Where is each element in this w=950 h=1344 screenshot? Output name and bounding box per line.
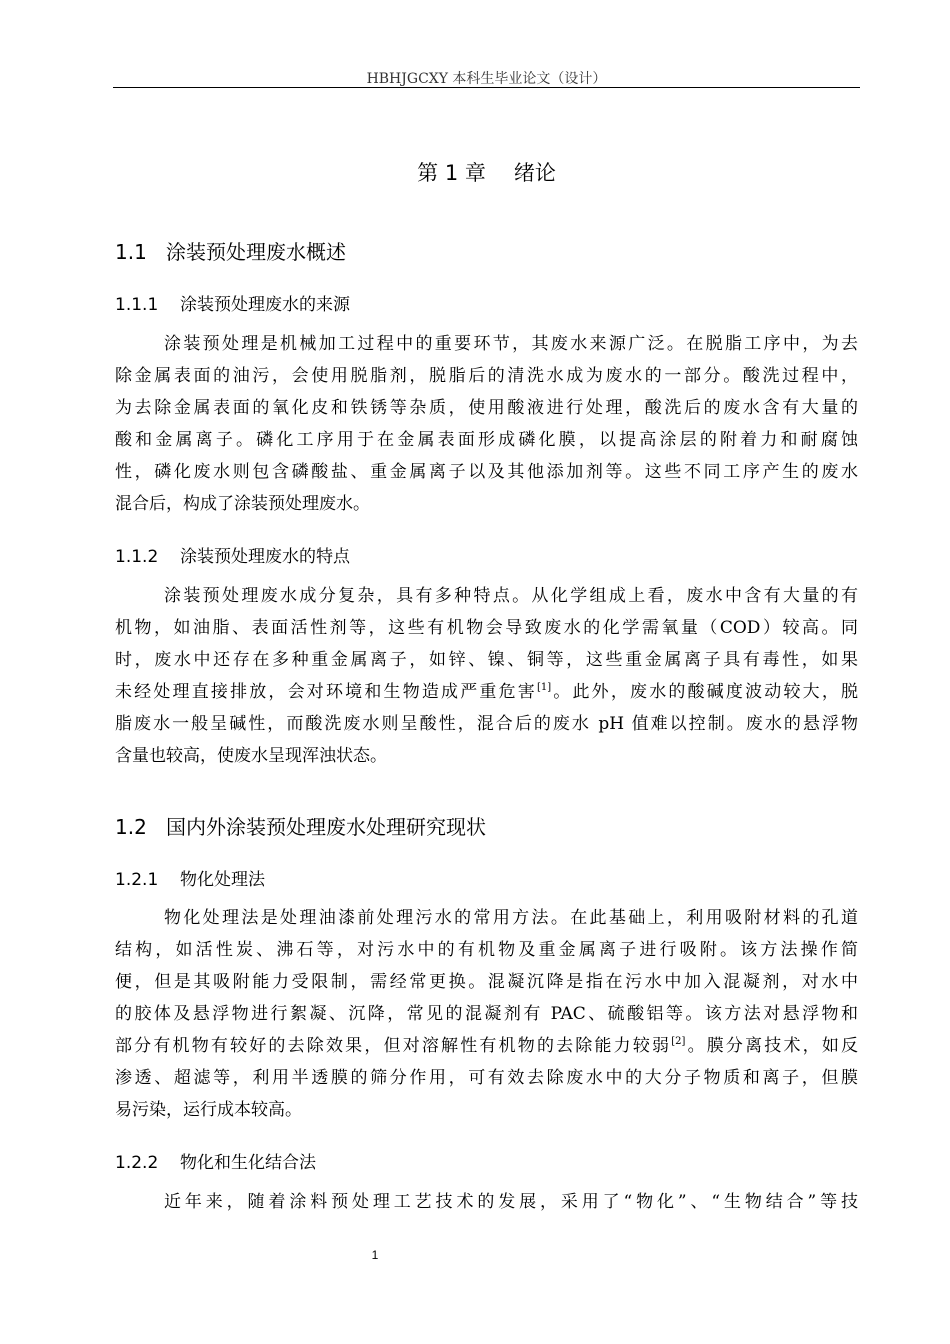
text-line: 易污染，运行成本较高。 [115, 1100, 302, 1120]
section-number: 1.1.2 [115, 547, 159, 567]
section-number: 1.2.1 [115, 870, 159, 890]
chapter-number: 第 1 章 [417, 161, 486, 185]
running-header: HBHJGCXY 本科生毕业论文（设计） [366, 71, 607, 87]
subsection-heading-1-2-1 [115, 865, 265, 890]
text-line: 的胶体及悬浮物进行絮凝、沉降，常见的混凝剂有 PAC、硫酸铝等。该方法对悬浮物和 [115, 1004, 858, 1024]
section-number: 1.2 [115, 815, 147, 839]
text-line: 机物，如油脂、表面活性剂等，这些有机物会导致废水的化学需氧量（COD）较高。同 [115, 618, 858, 638]
text-line: 含量也较高，使废水呈现浑浊状态。 [115, 746, 387, 766]
text-line: 脂废水一般呈碱性，而酸洗废水则呈酸性，混合后的废水 pH 值难以控制。废水的悬浮物 [115, 714, 858, 734]
subsection-heading-1-1-2 [115, 542, 350, 567]
section-number: 1.2.2 [115, 1153, 159, 1173]
subsection-heading-1-2-2 [115, 1148, 316, 1173]
text-line: 渗透、超滤等，利用半透膜的筛分作用，可有效去除废水中的大分子物质和离子，但膜 [115, 1068, 858, 1088]
section-number: 1.1 [115, 240, 147, 264]
text-segment: 部分有机物有较好的去除效果，但对溶解性有机物的去除能力较弱 [115, 1036, 672, 1056]
citation-2: [2] [671, 1036, 686, 1047]
text-line-with-citation [115, 1030, 858, 1062]
header-rule [113, 87, 860, 88]
text-line: 为去除金属表面的氧化皮和铁锈等杂质，使用酸液进行处理，酸洗后的废水含有大量的 [115, 398, 858, 418]
subsection-heading-1-1-1 [115, 290, 350, 315]
text-segment: 。此外，废水的酸碱度波动较大，脱 [551, 682, 858, 702]
section-number: 1.1.1 [115, 295, 159, 315]
section-title: 物化处理法 [180, 870, 265, 890]
section-title: 涂装预处理废水的来源 [180, 295, 350, 315]
text-line: 涂装预处理是机械加工过程中的重要环节，其废水来源广泛。在脱脂工序中，为去 [164, 334, 858, 354]
text-line: 便，但是其吸附能力受限制，需经常更换。混凝沉降是指在污水中加入混凝剂，对水中 [115, 972, 858, 992]
text-line: 涂装预处理废水成分复杂，具有多种特点。从化学组成上看，废水中含有大量的有 [164, 586, 858, 606]
text-line: 性，磷化废水则包含磷酸盐、重金属离子以及其他添加剂等。这些不同工序产生的废水 [115, 462, 858, 482]
page-number: 1 [371, 1248, 379, 1262]
citation-1: [1] [536, 682, 552, 693]
section-heading-1-1 [115, 236, 346, 265]
text-line: 酸和金属离子。磷化工序用于在金属表面形成磷化膜，以提高涂层的附着力和耐腐蚀 [115, 430, 858, 450]
text-line: 除金属表面的油污，会使用脱脂剂，脱脂后的清洗水成为废水的一部分。酸洗过程中， [115, 366, 858, 386]
section-title: 国内外涂装预处理废水处理研究现状 [166, 815, 486, 839]
text-line: 物化处理法是处理油漆前处理污水的常用方法。在此基础上，利用吸附材料的孔道 [164, 908, 858, 928]
section-title: 涂装预处理废水的特点 [180, 547, 350, 567]
text-segment: 未经处理直接排放，会对环境和生物造成严重危害 [115, 682, 537, 702]
section-title: 物化和生化结合法 [180, 1153, 316, 1173]
text-line: 混合后，构成了涂装预处理废水。 [115, 494, 370, 514]
chapter-name: 绪论 [513, 161, 556, 185]
text-line: 近年来，随着涂料预处理工艺技术的发展，采用了“物化”、“生物结合”等技 [164, 1192, 858, 1212]
chapter-title [113, 157, 860, 187]
text-segment: 。膜分离技术，如反 [685, 1036, 859, 1056]
text-line: 结构，如活性炭、沸石等，对污水中的有机物及重金属离子进行吸附。该方法操作简 [115, 940, 858, 960]
text-line: 时，废水中还存在多种重金属离子，如锌、镍、铜等，这些重金属离子具有毒性，如果 [115, 650, 858, 670]
section-heading-1-2 [115, 811, 486, 840]
section-title: 涂装预处理废水概述 [166, 240, 346, 264]
text-line-with-citation [115, 676, 858, 708]
